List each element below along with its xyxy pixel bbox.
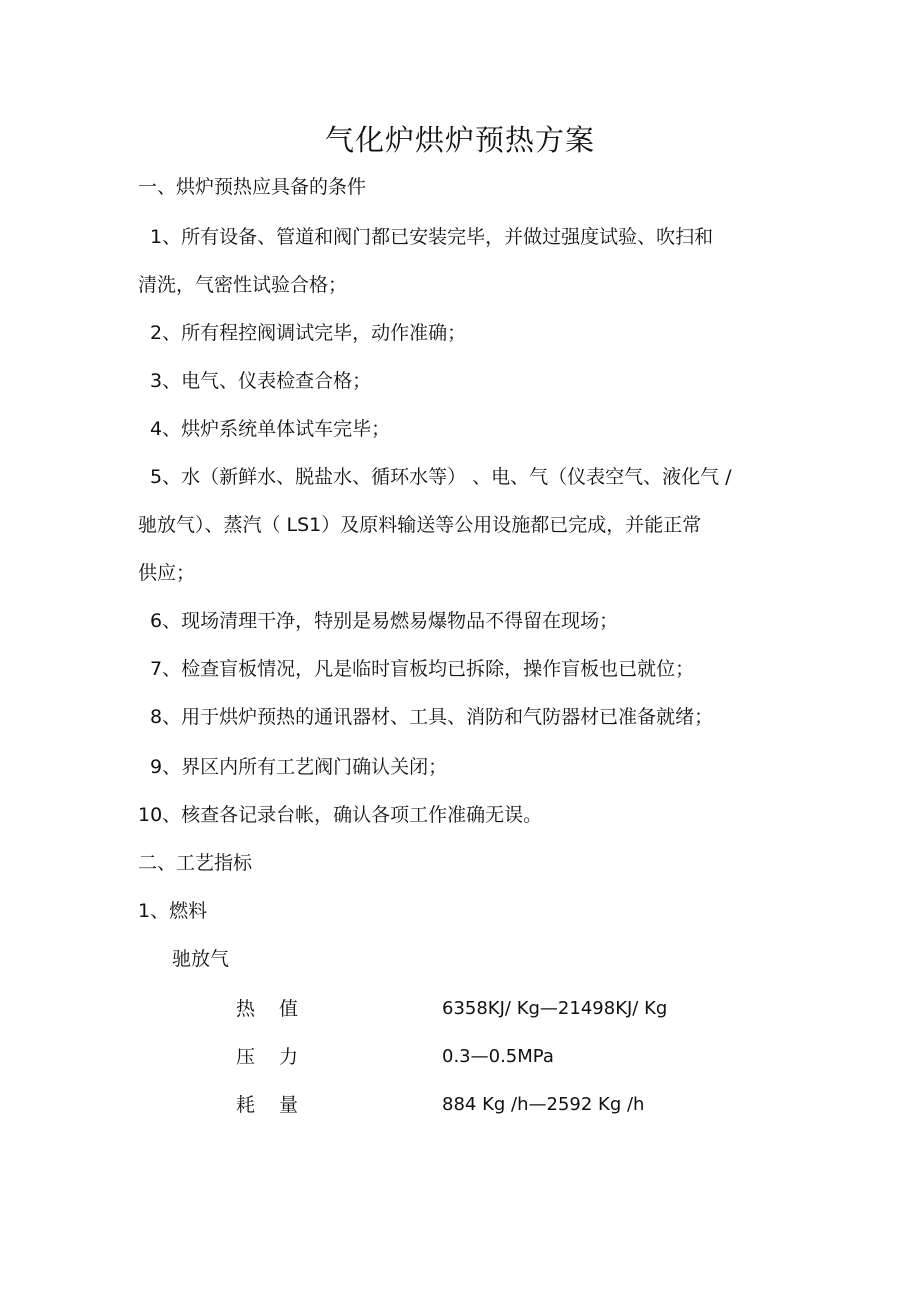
param-label-consumption: 耗量 <box>236 1094 323 1116</box>
condition-item-9: 9、界区内所有工艺阀门确认关闭； <box>150 756 448 778</box>
param-value-pressure: 0.3—0.5MPa <box>442 1046 554 1067</box>
param-value-consumption: 884 Kg /h—2592 Kg /h <box>442 1094 645 1115</box>
subsection-fuel: 1、燃料 <box>138 900 208 922</box>
condition-item-2: 2、所有程控阀调试完毕，动作准确； <box>150 322 467 344</box>
page-title: 气化炉烘炉预热方案 <box>324 123 595 157</box>
fuel-name: 驰放气 <box>172 948 230 970</box>
param-value-heat-value: 6358KJ/ Kg—21498KJ/ Kg <box>442 998 668 1019</box>
condition-item-1: 1、所有设备、管道和阀门都已安装完毕，并做过强度试验、吹扫和 <box>150 226 714 248</box>
condition-item-1-cont: 清洗，气密性试验合格； <box>138 274 348 296</box>
param-label-pressure: 压力 <box>236 1046 323 1068</box>
section-heading-conditions: 一、烘炉预热应具备的条件 <box>138 176 367 198</box>
condition-item-7: 7、检查盲板情况，凡是临时盲板均已拆除，操作盲板也已就位； <box>150 658 695 680</box>
param-label-heat-value: 热值 <box>236 998 323 1020</box>
condition-item-10: 10、核查各记录台帐，确认各项工作准确无误。 <box>138 804 543 826</box>
condition-item-5-cont: 驰放气）、蒸汽（ LS1）及原料输送等公用设施都已完成，并能正常 <box>138 514 702 536</box>
condition-item-3: 3、电气、仪表检查合格； <box>150 370 372 392</box>
condition-item-4: 4、烘炉系统单体试车完毕； <box>150 418 391 440</box>
condition-item-5: 5、水（新鲜水、脱盐水、循环水等） 、电、气（仪表空气、液化气 / <box>150 466 732 488</box>
condition-item-5-cont2: 供应； <box>138 562 196 584</box>
condition-item-8: 8、用于烘炉预热的通讯器材、工具、消防和气防器材已准备就绪； <box>150 706 714 728</box>
section-heading-process: 二、工艺指标 <box>138 852 253 874</box>
condition-item-6: 6、现场清理干净，特别是易燃易爆物品不得留在现场； <box>150 610 619 632</box>
